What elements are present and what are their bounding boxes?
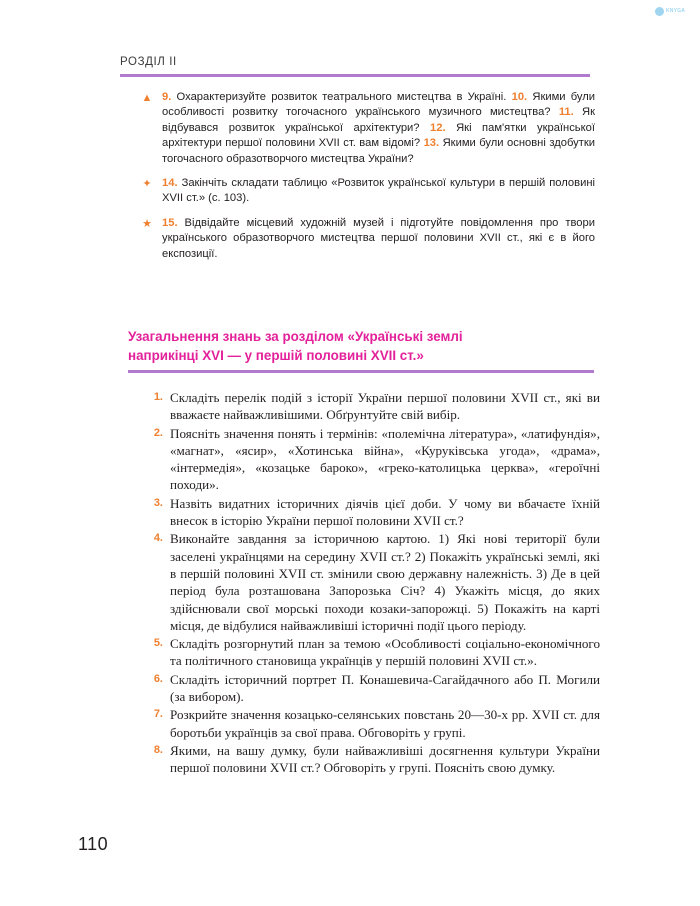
review-list: [144, 389, 600, 778]
review-list-item-number: 4.: [153, 532, 163, 545]
review-list-item: [144, 742, 600, 777]
review-list-item-number: 3.: [153, 496, 163, 509]
review-list-item: [144, 635, 600, 670]
review-list-item-text: Складіть історичний портрет П. Конашевича-Сагайдачного або П. Могили (за вибором).: [170, 671, 600, 705]
review-list-item-text: Якими, на вашу думку, були найважливіші досягнення культури України першої половини XVII ст.? Обговоріть у групі. Поясніть свою думку.: [170, 742, 600, 776]
star-icon: ★: [142, 217, 152, 230]
question-item: [140, 90, 595, 167]
running-head-label: РОЗДІЛ II: [120, 56, 177, 68]
running-head: [120, 56, 590, 77]
question-item: [140, 216, 595, 262]
review-list-item-number: 8.: [153, 743, 163, 756]
review-list-item: [144, 671, 600, 706]
watermark-label: KNYGA: [666, 8, 686, 14]
review-list-item-text: Назвіть видатних історичних діячів цієї доби. У чому ви вбачаєте їхній внесок в історію України першої половини XVII ст.?: [170, 495, 600, 529]
review-list-item-number: 7.: [153, 708, 163, 721]
review-list-item: [144, 425, 600, 494]
review-list-item-text: Складіть розгорнутий план за темою «Особливості соціально-економічного та політичного становища українців у першій половині XVII ст.».: [170, 636, 600, 669]
section-heading-line-1: Узагальнення знань за розділом «Українські землі: [128, 329, 463, 344]
review-list-item-text: Поясніть значення понять і термінів: «полемічна література», «латифундія», «магнат», «ясир», «Хотинська війна», «Куруківська угода», «драма», «інтермедія», «козацьке бароко», «греко-католицька церква», «героїчні походи».: [170, 425, 600, 493]
question-text: 14. Закінчіть складати таблицю «Розвиток української культури в першій половині XVII ст.» (с. 103).: [162, 177, 595, 205]
review-list-item: [144, 706, 600, 741]
page-number: 110: [78, 834, 109, 854]
review-list-item-text: Складіть перелік подій з історії України першої половини XVII ст., які ви вважаєте найважливішими. Обґрунтуйте свій вибір.: [170, 390, 600, 423]
question-text: 15. Відвідайте місцевий художній музей і підготуйте повідомлення про твори українського образотворчого мистецтва першої половини XVII ст., які є в його експозиції.: [162, 216, 595, 260]
question-text: 9. Охарактеризуйте розвиток театрального мистецтва в Україні. 10. Якими були особливості розвитку тогочасного українського музичного мистецтва? 11. Як відбувався розвиток української архітектури? 12. Які пам'ятки української архітектури першої половини XVII ст. вам відомі? 13. Якими були основні здобутки тогочасного образотворчого мистецтва України?: [162, 91, 596, 165]
triangle-icon: ▲: [141, 92, 153, 104]
questions-block: [140, 90, 595, 271]
section-heading-rule: [128, 370, 594, 373]
section-heading: [128, 328, 598, 373]
question-item: [140, 176, 595, 207]
review-list-item-text: Розкрийте значення козацько-селянських повстань 20—30-х рр. XVII ст. для боротьби українців за свої права. Обговоріть у групі.: [170, 707, 600, 740]
watermark-dot-icon: [655, 7, 664, 16]
review-list-item-number: 6.: [153, 672, 163, 685]
review-list-item-number: 5.: [153, 637, 163, 650]
review-list-item-number: 1.: [153, 391, 163, 403]
site-watermark: [655, 4, 699, 18]
review-list-item-number: 2.: [153, 426, 163, 439]
plus-icon: ✦: [142, 178, 152, 191]
running-head-rule: [120, 74, 590, 77]
review-list-item: [144, 495, 600, 530]
review-list-item: [144, 530, 600, 634]
review-list-item: [144, 389, 600, 424]
review-list-item-text: Виконайте завдання за історичною картою. 1) Які нові території були заселені українцями на середину XVII ст.? 2) Покажіть українські землі, які в першій половині XVII ст. змінили свою державну належність. 3) Де в цей період була розташована Запорозька Січ? 4) Укажіть місця, до яких здійснювали свої морські походи козаки-запорожці. 5) Покажіть на карті місця, де відбулися найважливіші історичні події цього періоду.: [170, 531, 600, 633]
section-heading-line-2: наприкінці XVI — у першій половині XVII ст.»: [128, 347, 424, 363]
